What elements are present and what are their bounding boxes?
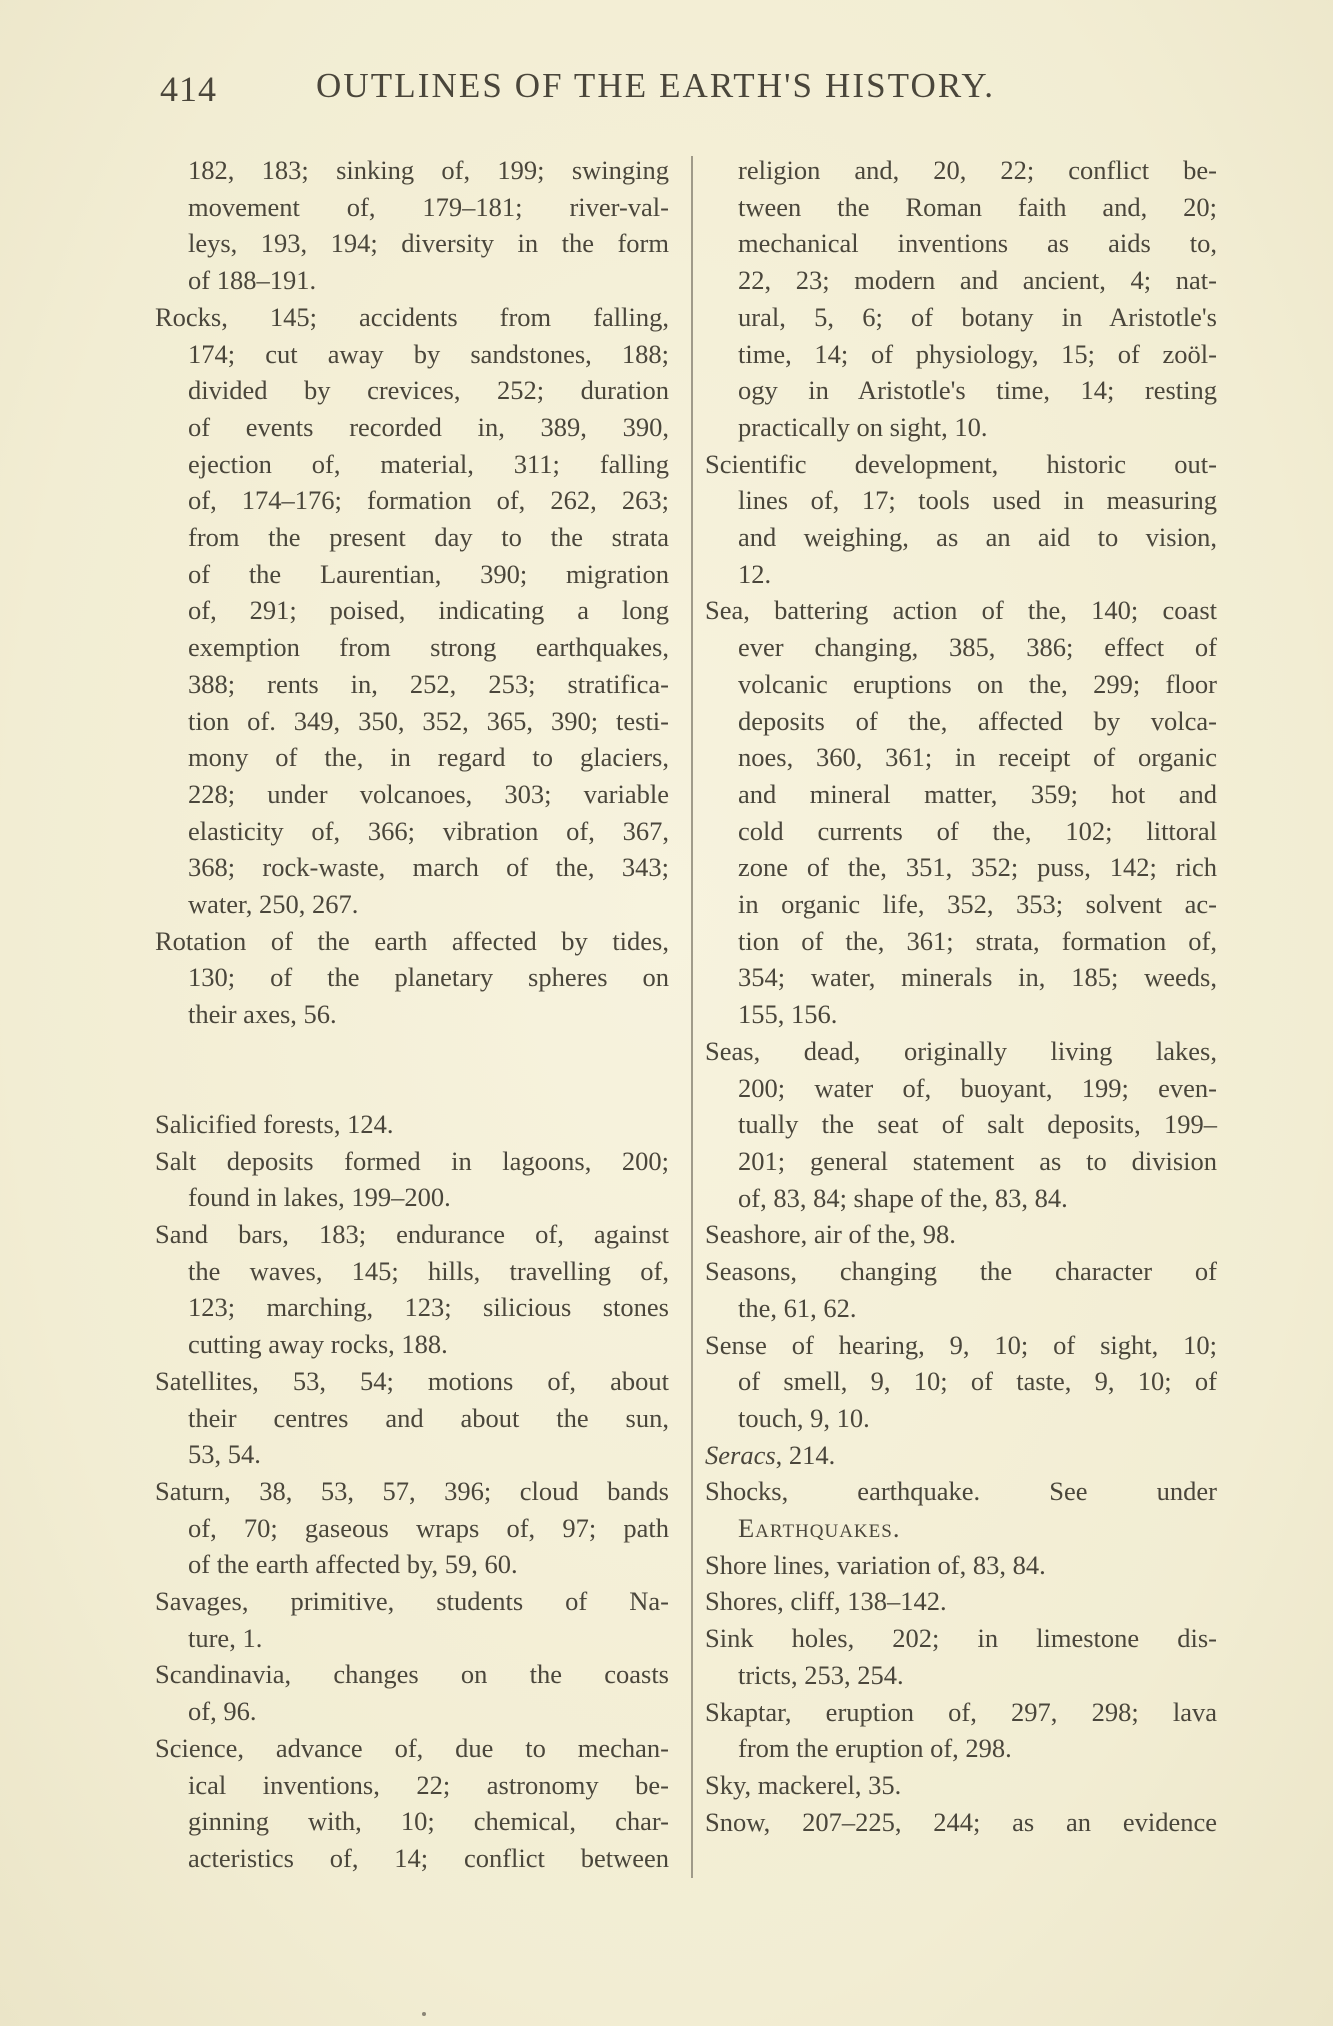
index-line: of, 83, 84; shape of the, 83, 84. bbox=[738, 1182, 1068, 1213]
index-entry bbox=[155, 1143, 669, 1216]
index-line: and mineral matter, 359; hot and bbox=[738, 778, 1217, 809]
index-line: divided by crevices, 252; duration bbox=[188, 375, 669, 406]
index-line: ture, 1. bbox=[188, 1622, 263, 1653]
index-line: 228; under volcanoes, 303; variable bbox=[188, 778, 669, 809]
index-entry bbox=[705, 1473, 1217, 1546]
index-line: in organic life, 352, 353; solvent ac- bbox=[738, 889, 1217, 920]
index-line: Rotation of the earth affected by tides, bbox=[155, 925, 669, 956]
index-line: 155, 156. bbox=[738, 999, 838, 1030]
index-entry bbox=[705, 1694, 1217, 1767]
index-line: of the earth affected by, 59, 60. bbox=[188, 1549, 518, 1580]
index-line: Shore lines, variation of, 83, 84. bbox=[705, 1549, 1046, 1580]
index-line: the waves, 145; hills, travelling of, bbox=[188, 1255, 669, 1286]
index-line: ever changing, 385, 386; effect of bbox=[738, 632, 1217, 663]
index-line: 368; rock-waste, march of the, 343; bbox=[188, 852, 669, 883]
index-line: ural, 5, 6; of botany in Aristotle's bbox=[738, 301, 1217, 332]
index-line: Sand bars, 183; endurance of, against bbox=[155, 1218, 669, 1249]
index-line: from the present day to the strata bbox=[188, 522, 669, 553]
index-line: and weighing, as an aid to vision, bbox=[738, 522, 1217, 553]
index-line: their centres and about the sun, bbox=[188, 1402, 669, 1433]
index-line: Sense of hearing, 9, 10; of sight, 10; bbox=[705, 1329, 1217, 1360]
index-line: of smell, 9, 10; of taste, 9, 10; of bbox=[738, 1366, 1217, 1397]
index-column-right bbox=[705, 152, 1217, 1840]
index-line: Savages, primitive, students of Na- bbox=[155, 1586, 669, 1617]
index-entry-continued bbox=[705, 152, 1217, 446]
index-line: Seashore, air of the, 98. bbox=[705, 1219, 956, 1250]
running-title: OUTLINES OF THE EARTH'S HISTORY. bbox=[316, 66, 996, 105]
index-line: 182, 183; sinking of, 199; swinging bbox=[188, 155, 669, 185]
index-line: tricts, 253, 254. bbox=[738, 1659, 904, 1690]
index-line: Satellites, 53, 54; motions of, about bbox=[155, 1365, 669, 1396]
index-entry-continued bbox=[155, 152, 669, 299]
index-line: Shocks, earthquake. See under bbox=[705, 1476, 1217, 1507]
index-line: movement of, 179–181; river-val- bbox=[188, 191, 669, 222]
print-speck bbox=[422, 2012, 426, 2016]
emphasized-text: Earthquakes. bbox=[738, 1513, 901, 1544]
index-line bbox=[738, 1510, 1217, 1547]
index-line: time, 14; of physiology, 15; of zoöl- bbox=[738, 338, 1217, 369]
index-line bbox=[705, 1437, 1217, 1474]
index-line: of events recorded in, 389, 390, bbox=[188, 411, 669, 442]
index-line: lines of, 17; tools used in measuring bbox=[738, 485, 1217, 516]
index-line: the, 61, 62. bbox=[738, 1292, 857, 1323]
index-line: tion of. 349, 350, 352, 365, 390; testi- bbox=[188, 705, 669, 736]
index-line: elasticity of, 366; vibration of, 367, bbox=[188, 815, 669, 846]
index-line: Sky, mackerel, 35. bbox=[705, 1769, 902, 1800]
index-entry bbox=[705, 1253, 1217, 1326]
index-entry bbox=[155, 299, 669, 923]
index-entry bbox=[155, 1656, 669, 1729]
page-number: 414 bbox=[160, 69, 217, 109]
index-text: , 214. bbox=[775, 1439, 836, 1470]
index-line: practically on sight, 10. bbox=[738, 411, 988, 442]
index-entry bbox=[155, 1363, 669, 1473]
index-line: of, 291; poised, indicating a long bbox=[188, 595, 669, 626]
index-line: mony of the, in regard to glaciers, bbox=[188, 742, 669, 773]
index-line: Saturn, 38, 53, 57, 396; cloud bands bbox=[155, 1475, 669, 1506]
index-line: tually the seat of salt deposits, 199– bbox=[738, 1109, 1217, 1140]
index-line: Sink holes, 202; in limestone dis- bbox=[705, 1623, 1217, 1654]
index-line: cold currents of the, 102; littoral bbox=[738, 815, 1217, 846]
index-line: Scandinavia, changes on the coasts bbox=[155, 1659, 669, 1690]
page-header bbox=[0, 66, 1333, 110]
index-line: ogy in Aristotle's time, 14; resting bbox=[738, 375, 1217, 406]
index-line: Shores, cliff, 138–142. bbox=[705, 1586, 947, 1617]
index-line: 201; general statement as to division bbox=[738, 1145, 1217, 1176]
emphasized-text: Seracs bbox=[705, 1439, 776, 1470]
index-line: 130; of the planetary spheres on bbox=[188, 962, 669, 993]
index-entry bbox=[155, 1730, 669, 1877]
index-line: 53, 54. bbox=[188, 1439, 261, 1470]
index-line: 174; cut away by sandstones, 188; bbox=[188, 338, 669, 369]
index-line: 388; rents in, 252, 253; stratifica- bbox=[188, 668, 669, 699]
index-entry bbox=[705, 592, 1217, 1032]
index-line: exemption from strong earthquakes, bbox=[188, 632, 669, 663]
index-line: leys, 193, 194; diversity in the form bbox=[188, 228, 669, 259]
index-line: ical inventions, 22; astronomy be- bbox=[188, 1769, 669, 1800]
index-entry bbox=[705, 1033, 1217, 1217]
index-line: Skaptar, eruption of, 297, 298; lava bbox=[705, 1696, 1217, 1727]
index-line: their axes, 56. bbox=[188, 999, 337, 1030]
index-line: 200; water of, buoyant, 199; even- bbox=[738, 1072, 1217, 1103]
index-entry bbox=[705, 1620, 1217, 1693]
index-line: Sea, battering action of the, 140; coast bbox=[705, 595, 1217, 626]
index-entry bbox=[705, 1804, 1217, 1841]
index-line: of, 70; gaseous wraps of, 97; path bbox=[188, 1512, 669, 1543]
index-line: tion of the, 361; strata, formation of, bbox=[738, 925, 1217, 956]
index-column-left bbox=[155, 152, 669, 1877]
index-line: Snow, 207–225, 244; as an evidence bbox=[705, 1806, 1217, 1837]
index-entry bbox=[155, 1216, 669, 1363]
index-line: noes, 360, 361; in receipt of organic bbox=[738, 742, 1217, 773]
index-line: deposits of the, affected by volca- bbox=[738, 705, 1217, 736]
index-entry bbox=[705, 1327, 1217, 1437]
index-line: 123; marching, 123; silicious stones bbox=[188, 1292, 669, 1323]
index-line: acteristics of, 14; conflict between bbox=[188, 1842, 669, 1873]
index-line: ginning with, 10; chemical, char- bbox=[188, 1806, 669, 1837]
index-line: volcanic eruptions on the, 299; floor bbox=[738, 668, 1217, 699]
index-line: tween the Roman faith and, 20; bbox=[738, 191, 1217, 222]
index-line: Scientific development, historic out- bbox=[705, 448, 1217, 479]
index-line: Science, advance of, due to mechan- bbox=[155, 1732, 669, 1763]
index-entry bbox=[705, 1583, 1217, 1620]
index-entry bbox=[155, 1583, 669, 1656]
index-line: Salicified forests, 124. bbox=[155, 1108, 394, 1139]
index-line: Salt deposits formed in lagoons, 200; bbox=[155, 1145, 669, 1176]
index-line: 12. bbox=[738, 558, 772, 589]
index-line: zone of the, 351, 352; puss, 142; rich bbox=[738, 852, 1217, 883]
index-entry bbox=[705, 1767, 1217, 1804]
index-line: of, 96. bbox=[188, 1696, 257, 1727]
index-entry bbox=[705, 446, 1217, 593]
index-line: water, 250, 267. bbox=[188, 889, 359, 920]
index-line: religion and, 20, 22; conflict be- bbox=[738, 155, 1217, 185]
index-entry bbox=[155, 1106, 669, 1143]
index-entry bbox=[705, 1437, 1217, 1474]
index-line: of, 174–176; formation of, 262, 263; bbox=[188, 485, 669, 516]
index-line: found in lakes, 199–200. bbox=[188, 1182, 451, 1213]
index-line: cutting away rocks, 188. bbox=[188, 1329, 448, 1360]
index-line: 22, 23; modern and ancient, 4; nat- bbox=[738, 265, 1217, 296]
index-entry bbox=[705, 1547, 1217, 1584]
index-line: of 188–191. bbox=[188, 265, 317, 296]
index-entry bbox=[705, 1216, 1217, 1253]
index-line: 354; water, minerals in, 185; weeds, bbox=[738, 962, 1217, 993]
index-entry bbox=[155, 1473, 669, 1583]
index-line: mechanical inventions as aids to, bbox=[738, 228, 1217, 259]
section-gap bbox=[155, 1033, 669, 1106]
index-line: touch, 9, 10. bbox=[738, 1402, 870, 1433]
index-entry bbox=[155, 923, 669, 1033]
column-divider bbox=[691, 156, 693, 1878]
index-line: of the Laurentian, 390; migration bbox=[188, 558, 669, 589]
index-line: Seas, dead, originally living lakes, bbox=[705, 1035, 1217, 1066]
index-line: Rocks, 145; accidents from falling, bbox=[155, 301, 669, 332]
index-line: Seasons, changing the character of bbox=[705, 1256, 1217, 1287]
index-line: ejection of, material, 311; falling bbox=[188, 448, 669, 479]
index-line: from the eruption of, 298. bbox=[738, 1733, 1012, 1764]
